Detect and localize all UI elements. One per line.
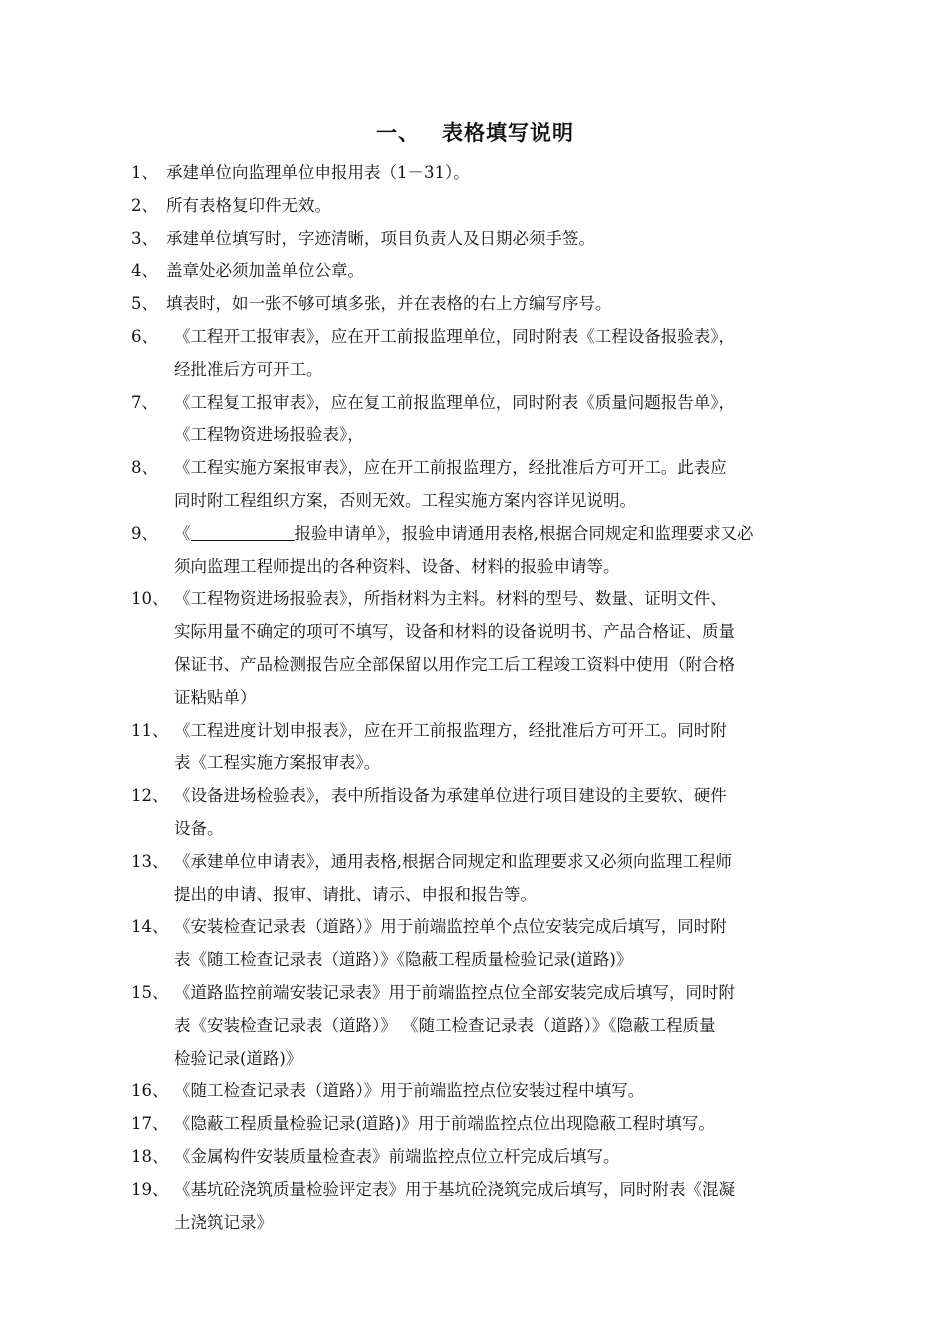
item-text: 所有表格复印件无效。: [166, 195, 331, 215]
item-text: 《工程复工报审表》，应在复工前报监理单位，同时附表《质量问题报告单》，: [174, 392, 735, 412]
item-number: 16、: [131, 1081, 169, 1101]
item-text: 《工程进度计划申报表》，应在开工前报监理方，经批准后方可开工。同时附: [174, 720, 727, 740]
item-text-rest: 报验申请单》，报验申请通用表格,根据合同规定和监理要求又必: [294, 523, 754, 543]
item-text: 设备。: [174, 818, 224, 838]
item-number: 3、: [131, 228, 158, 248]
item-prefix: 《: [174, 523, 191, 543]
item-text: 检验记录(道路)》: [174, 1048, 303, 1068]
item-text: 《道路监控前端安装记录表》用于前端监控点位全部安装完成后填写，同时附: [174, 982, 735, 1002]
item-text: 须向监理工程师提出的各种资料、设备、材料的报验申请等。: [174, 556, 620, 576]
item-number: 7、: [131, 392, 158, 412]
item-text: 《工程开工报审表》，应在开工前报监理单位，同时附表《工程设备报验表》，: [174, 326, 735, 346]
list-item: [0, 518, 950, 584]
item-text: [174, 518, 842, 551]
item-number: 13、: [131, 851, 169, 871]
item-text: 填表时，如一张不够可填多张，并在表格的右上方编写序号。: [166, 294, 612, 314]
list-item: [0, 1108, 950, 1141]
item-text: 《随工检查记录表（道路）》用于前端监控点位安装过程中填写。: [174, 1081, 645, 1101]
list-item: [0, 255, 950, 288]
list-item: [0, 1141, 950, 1174]
item-number: 6、: [131, 326, 158, 346]
list-item: [0, 715, 950, 781]
item-text: 《工程物资进场报验表》，所指材料为主料。材料的型号、数量、证明文件、: [174, 589, 727, 609]
list-item: [0, 387, 950, 453]
list-item: [0, 321, 950, 387]
item-text: 《工程实施方案报审表》，应在开工前报监理方，经批准后方可开工。此表应: [174, 458, 727, 478]
instruction-list: [0, 157, 950, 1239]
list-item: [0, 190, 950, 223]
item-number: 18、: [131, 1146, 169, 1166]
item-number: 14、: [131, 917, 169, 937]
item-number: 8、: [131, 458, 158, 478]
item-number: 19、: [131, 1179, 169, 1199]
item-text: 《工程物资进场报验表》，: [174, 425, 364, 445]
page-title: [0, 116, 950, 150]
list-item: [0, 1075, 950, 1108]
item-number: 5、: [131, 294, 158, 314]
item-number: 11、: [131, 720, 169, 740]
item-number: 1、: [131, 163, 158, 182]
list-item: [0, 583, 950, 714]
list-item: [0, 977, 950, 1075]
list-item: [0, 157, 950, 190]
list-item: [0, 288, 950, 321]
blank-underline: [191, 522, 295, 541]
list-item: [0, 911, 950, 977]
item-number: 12、: [131, 786, 169, 806]
item-text: 提出的申请、报审、请批、请示、申报和报告等。: [174, 884, 537, 904]
item-text: 盖章处必须加盖单位公章。: [166, 261, 364, 281]
list-item: [0, 846, 950, 912]
item-number: 4、: [131, 261, 158, 281]
item-text: 《基坑砼浇筑质量检验评定表》用于基坑砼浇筑完成后填写，同时附表《混凝: [174, 1179, 735, 1199]
title-text: 表格填写说明: [442, 121, 574, 145]
list-item: [0, 452, 950, 518]
item-number: 10、: [131, 589, 169, 609]
list-item: [0, 1174, 950, 1240]
item-text: 《设备进场检验表》，表中所指设备为承建单位进行项目建设的主要软、硬件: [174, 786, 727, 806]
item-number: 17、: [131, 1114, 169, 1134]
item-text: 表《工程实施方案报审表》。: [174, 753, 381, 773]
item-text: 《隐蔽工程质量检验记录(道路)》用于前端监控点位出现隐蔽工程时填写。: [174, 1114, 715, 1134]
item-text: 同时附工程组织方案，否则无效。工程实施方案内容详见说明。: [174, 490, 636, 510]
item-text: 《承建单位申请表》，通用表格,根据合同规定和监理要求又必须向监理工程师: [174, 851, 732, 871]
item-text: 土浇筑记录》: [174, 1212, 273, 1232]
list-item: [0, 780, 950, 846]
item-number: 2、: [131, 195, 158, 215]
title-number: 一、: [376, 121, 420, 145]
item-text: 实际用量不确定的项可不填写，设备和材料的设备说明书、产品合格证、质量: [174, 622, 735, 642]
list-item: [0, 223, 950, 256]
item-text: 表《随工检查记录表（道路）》《隐蔽工程质量检验记录(道路)》: [174, 950, 633, 970]
item-text: 《安装检查记录表（道路）》用于前端监控单个点位安装完成后填写，同时附: [174, 917, 727, 937]
item-text: 经批准后方可开工。: [174, 359, 323, 379]
item-text: 证粘贴单）: [174, 687, 257, 707]
item-text: 《金属构件安装质量检查表》前端监控点位立杆完成后填写。: [174, 1146, 620, 1166]
item-number: 15、: [131, 982, 169, 1002]
item-text: 承建单位填写时，字迹清晰，项目负责人及日期必须手签。: [166, 228, 595, 248]
item-text: 表《安装检查记录表（道路）》 《随工检查记录表（道路）》《隐蔽工程质量: [174, 1015, 716, 1035]
item-text: 承建单位向监理单位申报用表（1－31）。: [166, 163, 470, 182]
item-text: 保证书、产品检测报告应全部保留以用作完工后工程竣工资料中使用（附合格: [174, 654, 735, 674]
item-number: 9、: [131, 523, 158, 543]
